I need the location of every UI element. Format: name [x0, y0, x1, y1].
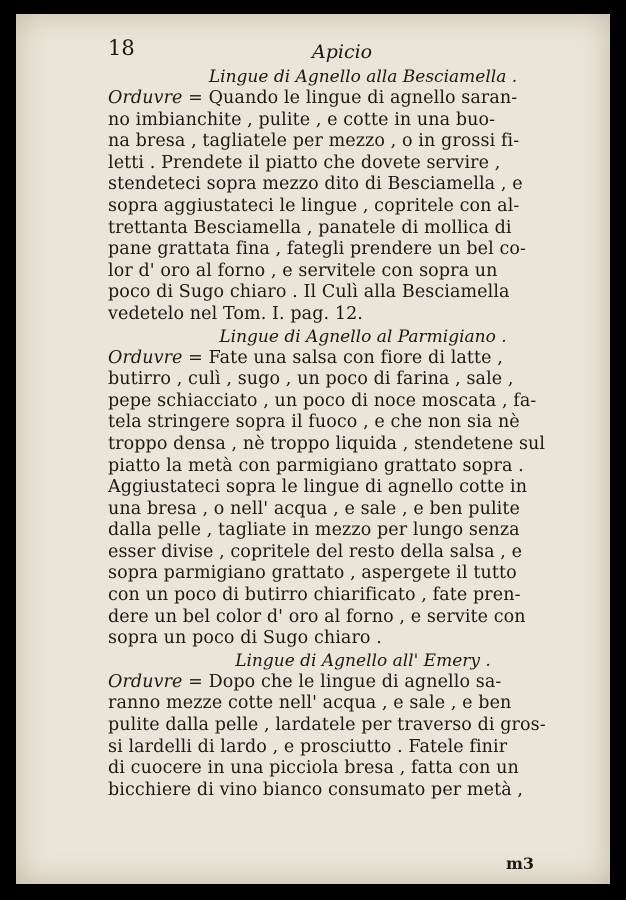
page-number: 18 — [108, 36, 135, 60]
line-text: sopra parmigiano grattato , aspergete il tutto — [108, 563, 517, 584]
line-text: dere un bel color d' oro al forno , e servite con — [108, 606, 526, 627]
text-line — [108, 131, 578, 153]
text-line — [108, 412, 578, 434]
text-line — [108, 369, 578, 391]
recipe-label: Orduvre — [108, 347, 183, 368]
page-content — [108, 66, 578, 801]
line-text: troppo densa , nè troppo liquida , stendetene sul — [108, 433, 546, 454]
line-text: con un poco di butirro chiarificato , fate pren- — [108, 585, 521, 606]
text-line — [108, 196, 578, 218]
text-line — [108, 174, 578, 196]
line-text: una bresa , o nell' acqua , e sale , e ben pulite — [108, 498, 520, 519]
text-line — [108, 672, 578, 694]
line-text: tela stringere sopra il fuoco , e che non sia nè — [108, 412, 520, 433]
text-line — [108, 153, 578, 175]
text-line — [108, 693, 578, 715]
text-line — [108, 456, 578, 478]
line-text: ranno mezze cotte nell' acqua , e sale , e ben — [108, 693, 512, 714]
recipe-label: Orduvre — [108, 671, 183, 692]
text-line — [108, 780, 578, 802]
line-text: trettanta Besciamella , panatele di mollica di — [108, 217, 512, 238]
line-text: letti . Prendete il piatto che dovete servire , — [108, 152, 501, 173]
line-text: na bresa , tagliatele per mezzo , o in grossi fi- — [108, 131, 520, 152]
running-head: Apicio — [312, 41, 373, 63]
line-text: lor d' oro al forno , e servitele con sopra un — [108, 260, 498, 281]
line-text: sopra aggiustateci le lingue , copritele con al- — [108, 195, 520, 216]
text-line — [108, 542, 578, 564]
text-line — [108, 261, 578, 283]
recipe-title: Lingue di Agnello alla Besciamella . — [208, 67, 518, 87]
text-line — [108, 607, 578, 629]
text-line — [108, 563, 578, 585]
book-page — [16, 14, 610, 884]
line-text: esser divise , copritele del resto della salsa , e — [108, 541, 523, 562]
line-text: = Fate una salsa con fiore di latte , — [188, 347, 503, 368]
line-text: piatto la metà con parmigiano grattato sopra . — [108, 455, 524, 476]
line-text: sopra un poco di Sugo chiaro . — [108, 628, 382, 649]
line-text: poco di Sugo chiaro . Il Culì alla Besciamella — [108, 282, 510, 303]
text-line — [108, 520, 578, 542]
text-line — [108, 737, 578, 759]
line-text: no imbianchite , pulite , e cotte in una buo- — [108, 109, 496, 130]
recipe-label: Orduvre — [108, 88, 183, 108]
text-line — [108, 88, 578, 110]
line-text: bicchiere di vino bianco consumato per metà , — [108, 779, 524, 800]
text-line — [108, 110, 578, 132]
text-line — [108, 391, 578, 413]
line-text: di cuocere in una picciola bresa , fatta con un — [108, 758, 519, 779]
catchword: m3 — [506, 854, 535, 873]
line-text: = Dopo che le lingue di agnello sa- — [188, 671, 502, 692]
scan-frame — [6, 6, 618, 892]
line-text: stendeteci sopra mezzo dito di Besciamella , e — [108, 174, 523, 195]
line-text: si lardelli di lardo , e prosciutto . Fatele finir — [108, 736, 508, 757]
text-line — [108, 239, 578, 261]
line-text: dalla pelle , tagliate in mezzo per lungo senza — [108, 520, 520, 541]
text-line — [108, 434, 578, 456]
text-line — [108, 282, 578, 304]
line-text: pepe schiacciato , un poco di noce moscata , fa- — [108, 390, 537, 411]
text-line — [108, 477, 578, 499]
recipe-title: Lingue di Agnello all' Emery . — [235, 650, 491, 671]
text-line — [108, 758, 578, 780]
text-line — [108, 585, 578, 607]
text-line — [108, 628, 578, 650]
line-text: pane grattata fina , fategli prendere un bel co- — [108, 239, 526, 260]
recipe-title: Lingue di Agnello al Parmigiano . — [219, 326, 507, 347]
text-line — [108, 348, 578, 370]
line-text: pulite dalla pelle , lardatele per traverso di gros- — [108, 715, 546, 736]
line-text: = Quando le lingue di agnello saran- — [188, 88, 518, 108]
text-line — [108, 499, 578, 521]
line-text: butirro , culì , sugo , un poco di farina , sale , — [108, 369, 514, 390]
text-line — [108, 218, 578, 240]
text-line — [108, 715, 578, 737]
line-text: vedetelo nel Tom. I. pag. 12. — [108, 303, 363, 324]
line-text: Aggiustateci sopra le lingue di agnello cotte in — [108, 477, 528, 498]
text-line — [108, 304, 578, 326]
